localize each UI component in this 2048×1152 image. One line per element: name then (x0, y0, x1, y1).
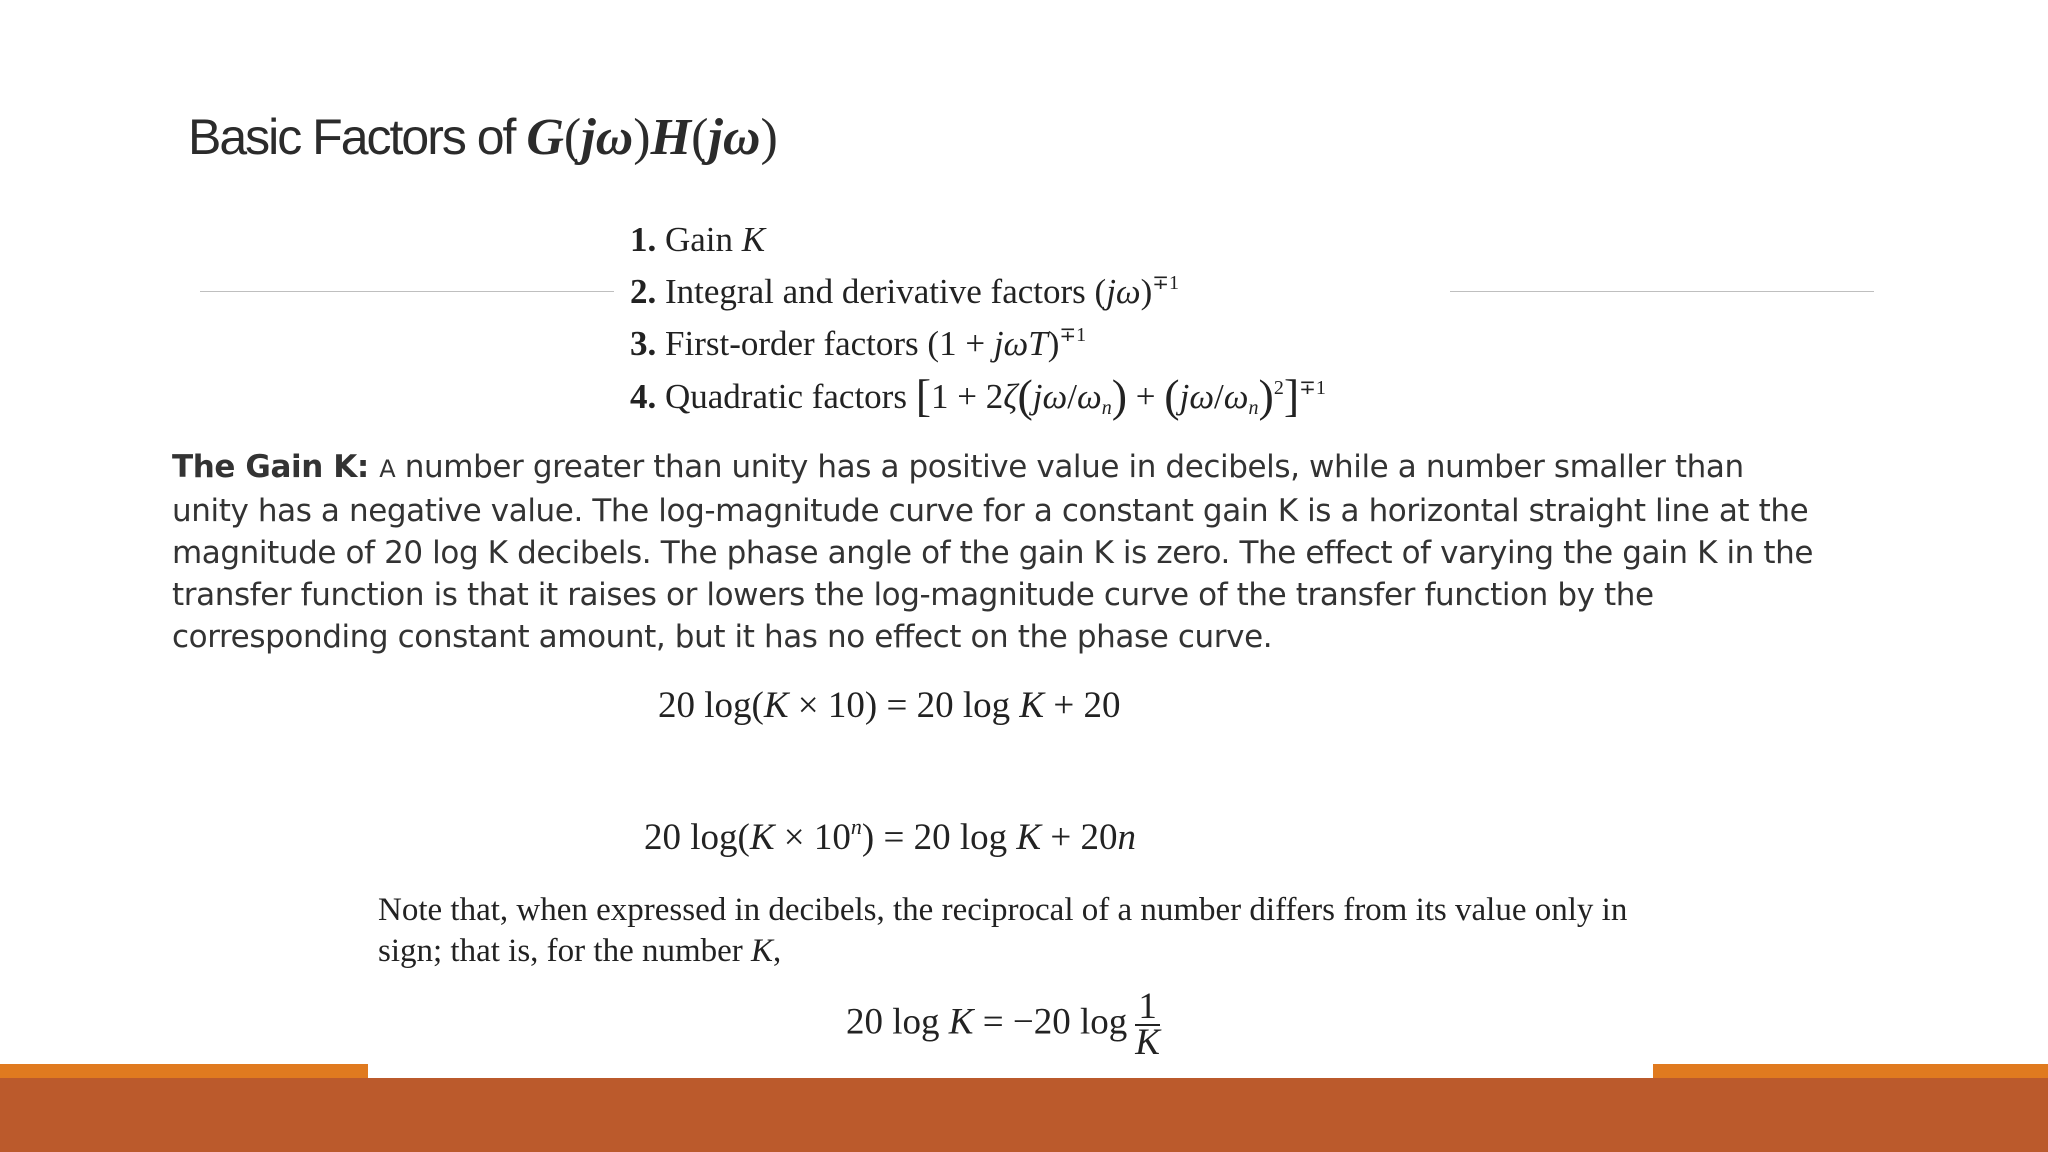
factor-list (630, 214, 1326, 423)
gain-body: number greater than unity has a positive value in decibels, while a number smaller than unity has a negative value. The log-magnitude curve for a constant gain K is a horizontal straight line at the magnitude of 20 log K decibels. The phase angle of the gain K is zero. The effect of varying the gain K in the transfer function is that it raises or lowers the log-magnitude curve of the transfer function by the corresponding constant amount, but it has no effect on the phase curve. (172, 449, 1814, 655)
equation-reciprocal: 20 log K = −20 log $\frac{1}{K}$ (846, 986, 1160, 1063)
fraction-one-over-k: $\frac{1}{K}$ (1135, 986, 1160, 1063)
reciprocal-note: Note that, when expressed in decibels, the reciprocal of a number differs from its value only in sign; that is, for the number K, (378, 892, 1628, 969)
factor-item: 3. First-order factors $(1 + j\omega T)^{\mp 1}$ (630, 324, 1087, 363)
accent-band-right (1653, 1064, 2048, 1078)
gain-paragraph: The Gain K: A number greater than unity has a positive value in decibels, while a number smaller than unity has a negative value. The log-magnitude curve for a constant gain K is a horizontal straight line at the magnitude of 20 log K decibels. The phase angle of the gain K is zero. The effect of varying the gain K in the transfer function is that it raises or lowers the log-magnitude curve of the transfer function by the corresponding constant amount, but it has no effect on the phase curve. (172, 449, 1814, 655)
equation-gain-times-10: 20 log(K × 10) = 20 log K + 20 (658, 685, 1121, 726)
title-math: G(jω)H(jω) (526, 109, 778, 166)
footer-band (0, 1078, 2048, 1152)
divider-left (200, 291, 614, 292)
title-text: Basic Factors of (188, 109, 527, 165)
accent-band-left (0, 1064, 368, 1078)
factor-item: 1. Gain K (630, 220, 766, 259)
title-math-jw-2: jω (708, 109, 761, 166)
title-math-h: H (650, 109, 692, 166)
factor-item: 2. Integral and derivative factors $(j\omega)^{\mp 1}$ (630, 272, 1180, 311)
slide-title (188, 108, 778, 167)
title-math-g: G (526, 109, 564, 166)
title-math-jw: jω (581, 109, 634, 166)
gain-heading: The Gain K: (172, 449, 380, 485)
factor-item: 4. Quadratic factors $[1 + 2\zeta(j\omega/\omega_n) + (j\omega/\omega_n)^2]^{\mp 1}$ (630, 370, 1326, 421)
equation-gain-times-10n: 20 $\log(K \times 10^n) = 20$ log K + 20n (644, 814, 1136, 858)
divider-right (1450, 291, 1874, 292)
